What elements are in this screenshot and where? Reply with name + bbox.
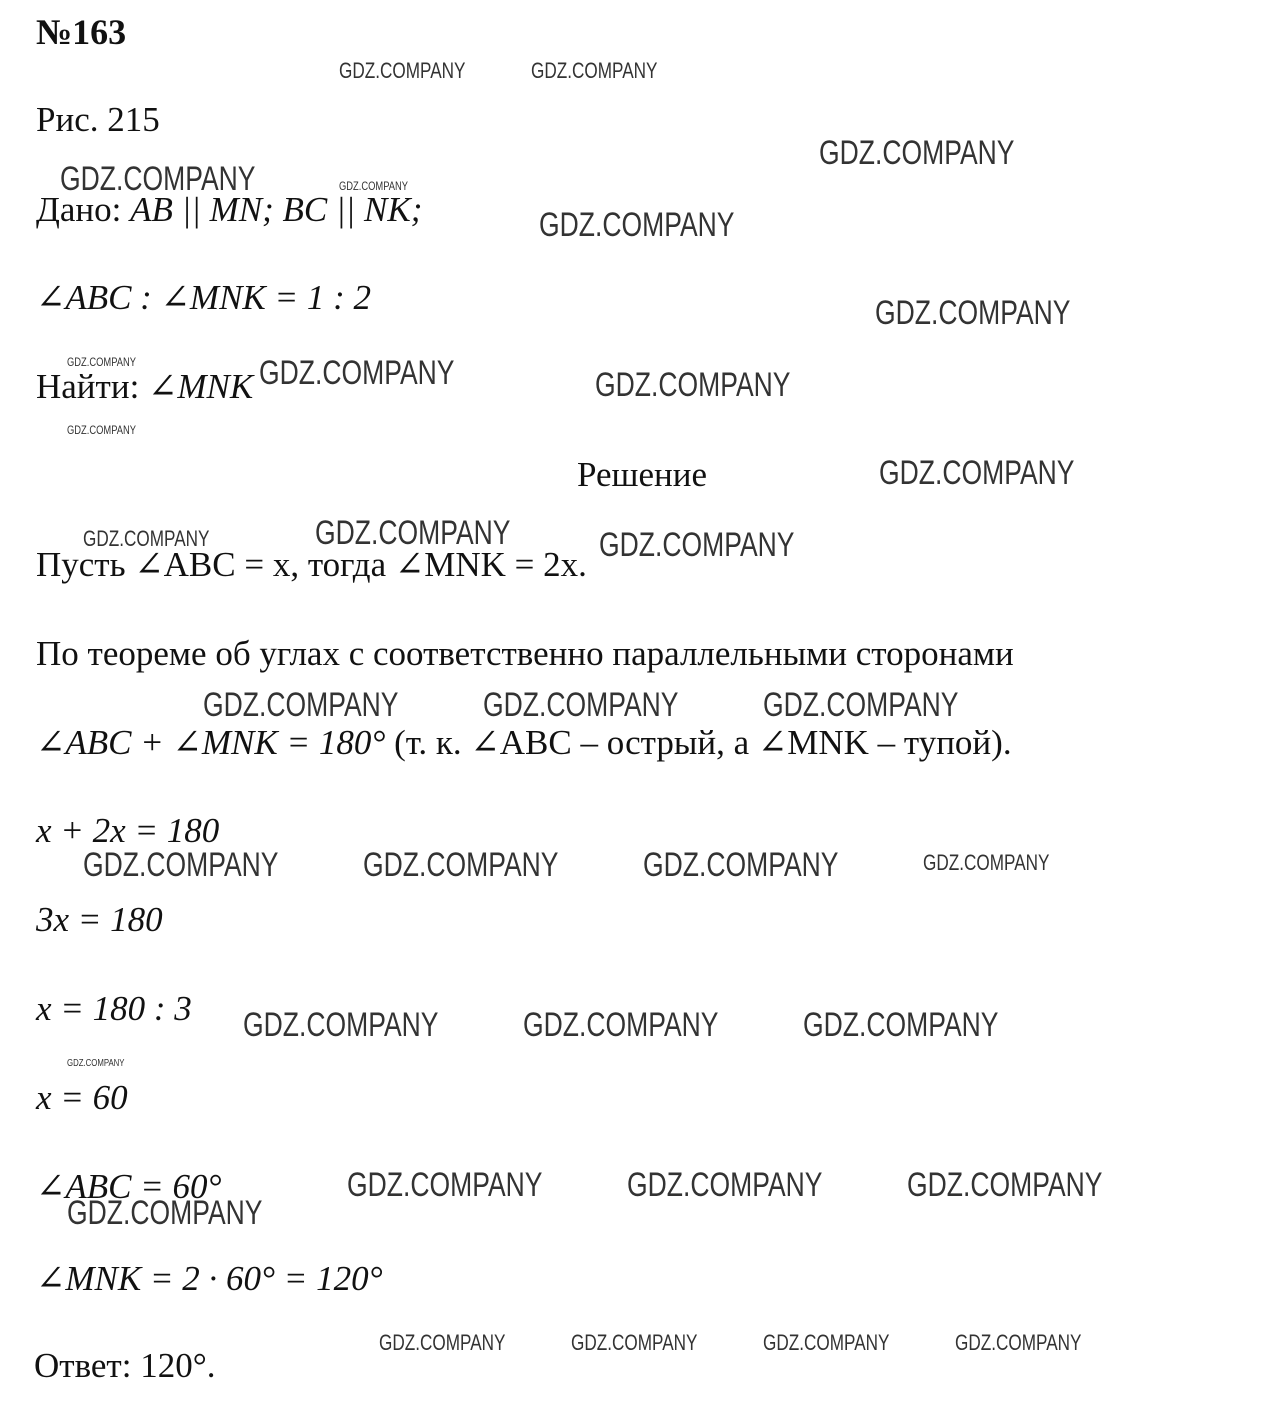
watermark: GDZ.COMPANY: [339, 58, 466, 83]
eq1-text: x + 2x = 180: [36, 811, 220, 850]
watermark: GDZ.COMPANY: [83, 846, 279, 884]
watermark: GDZ.COMPANY: [379, 1330, 506, 1355]
watermark: GDZ.COMPANY: [955, 1330, 1082, 1355]
solution-heading: Решение: [577, 455, 708, 494]
watermark: GDZ.COMPANY: [523, 1006, 719, 1044]
figure-ref: Рис. 215: [36, 100, 160, 139]
watermark: GDZ.COMPANY: [83, 526, 210, 551]
sum-line: [36, 725, 1012, 760]
watermark: GDZ.COMPANY: [879, 454, 1075, 492]
given-label: Дано:: [36, 190, 122, 229]
watermark: GDZ.COMPANY: [907, 1166, 1103, 1204]
eq2: [36, 902, 163, 937]
watermark: GDZ.COMPANY: [67, 1194, 263, 1232]
given-2: [36, 280, 371, 315]
eq3: [36, 991, 192, 1026]
eq3-text: x = 180 : 3: [36, 989, 192, 1028]
watermark: GDZ.COMPANY: [539, 206, 735, 244]
result-2: [36, 1261, 383, 1296]
watermark: GDZ.COMPANY: [67, 1058, 125, 1069]
watermark: GDZ.COMPANY: [67, 355, 136, 369]
watermark: GDZ.COMPANY: [483, 686, 679, 724]
watermark: GDZ.COMPANY: [763, 1330, 890, 1355]
watermark: GDZ.COMPANY: [643, 846, 839, 884]
watermark: GDZ.COMPANY: [571, 1330, 698, 1355]
watermark: GDZ.COMPANY: [531, 58, 658, 83]
watermark: GDZ.COMPANY: [259, 354, 455, 392]
answer: Ответ: 120°.: [34, 1346, 216, 1385]
result-2-text: ∠MNK = 2 · 60° = 120°: [36, 1259, 383, 1298]
find-label: Найти:: [36, 367, 140, 406]
watermark: GDZ.COMPANY: [347, 1166, 543, 1204]
eq2-text: 3x = 180: [36, 900, 163, 939]
eq4-text: x = 60: [36, 1078, 128, 1117]
watermark: GDZ.COMPANY: [315, 514, 511, 552]
given-parallels: AB || MN; BC || NK;: [130, 190, 423, 229]
watermark: GDZ.COMPANY: [595, 366, 791, 404]
theorem-line: По теореме об углах с соответственно параллельными сторонами: [36, 634, 1014, 673]
watermark: GDZ.COMPANY: [923, 850, 1050, 875]
eq1: [36, 813, 219, 848]
eq4: [36, 1080, 128, 1115]
watermark: GDZ.COMPANY: [243, 1006, 439, 1044]
watermark: GDZ.COMPANY: [875, 294, 1071, 332]
watermark: GDZ.COMPANY: [339, 179, 408, 193]
watermark: GDZ.COMPANY: [803, 1006, 999, 1044]
find-value: ∠MNK: [148, 367, 254, 406]
watermark: GDZ.COMPANY: [819, 134, 1015, 172]
result-1-text: ∠ABC = 60°: [36, 1167, 222, 1206]
watermark: GDZ.COMPANY: [203, 686, 399, 724]
watermark: GDZ.COMPANY: [67, 423, 136, 437]
given-ratio: ∠ABC : ∠MNK = 1 : 2: [36, 278, 372, 317]
sum-reason: (т. к. ∠ABC – острый, а ∠MNK – тупой).: [394, 723, 1012, 762]
let-line: Пусть ∠ABC = x, тогда ∠MNK = 2x.: [36, 545, 587, 584]
problem-number: №163: [36, 12, 127, 52]
watermark: GDZ.COMPANY: [627, 1166, 823, 1204]
find-line: [36, 369, 253, 404]
sum-equation: ∠ABC + ∠MNK = 180°: [36, 723, 386, 762]
watermark: GDZ.COMPANY: [599, 526, 795, 564]
watermark: GDZ.COMPANY: [60, 160, 256, 198]
watermark: GDZ.COMPANY: [363, 846, 559, 884]
watermark: GDZ.COMPANY: [763, 686, 959, 724]
